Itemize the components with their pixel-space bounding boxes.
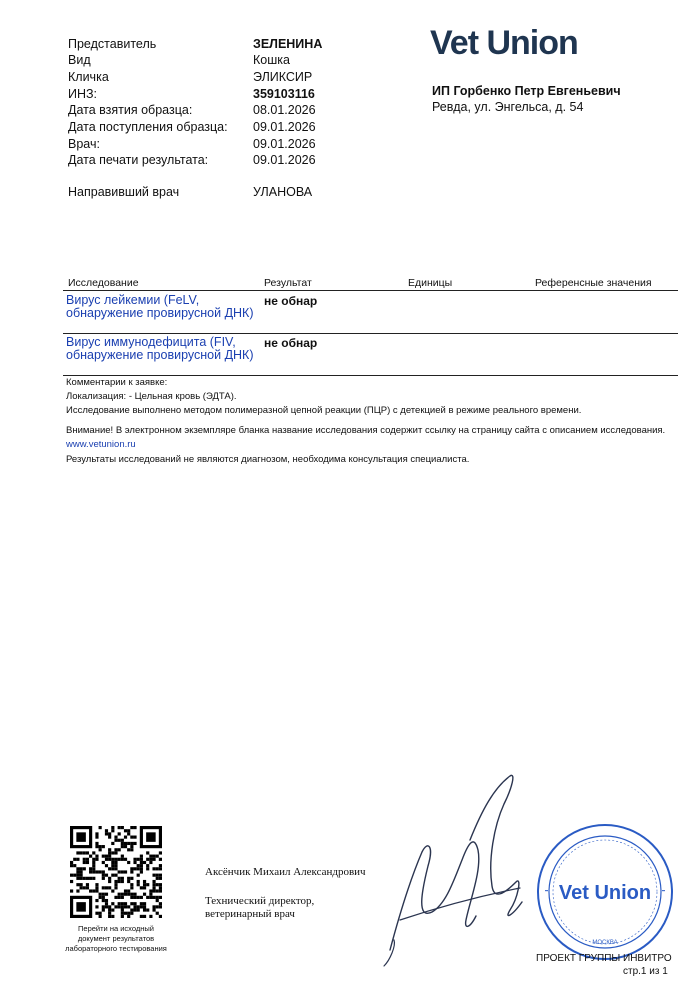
info-label: ИНЗ: bbox=[68, 87, 98, 101]
header-result: Результат bbox=[264, 277, 312, 289]
info-value: Кошка bbox=[253, 53, 290, 67]
info-value: ЗЕЛЕНИНА bbox=[253, 37, 323, 51]
attention-note: Внимание! В электронном экземпляре бланка название исследования содержит ссылку на страницу сайта с описанием исследования. bbox=[66, 425, 666, 436]
project-label: ПРОЕКТ ГРУППЫ ИНВИТРО bbox=[536, 953, 672, 964]
info-label: Дата взятия образца: bbox=[68, 103, 193, 117]
method-note: Исследование выполнено методом полимеразной цепной реакции (ПЦР) с детекцией в режиме реального времени. bbox=[66, 405, 582, 416]
stamp-city-text: МОСКВА bbox=[592, 940, 618, 946]
localization-note: Локализация: - Цельная кровь (ЭДТА). bbox=[66, 391, 237, 402]
table-divider bbox=[63, 333, 678, 334]
table-divider bbox=[63, 290, 678, 291]
info-label: Представитель bbox=[68, 37, 157, 51]
signature-icon bbox=[370, 770, 550, 970]
info-label: Врач: bbox=[68, 137, 100, 151]
info-label: Кличка bbox=[68, 70, 109, 84]
info-label: Вид bbox=[68, 53, 91, 67]
referring-doctor-value: УЛАНОВА bbox=[253, 185, 313, 199]
info-label: Дата поступления образца: bbox=[68, 120, 228, 134]
info-value: 08.01.2026 bbox=[253, 103, 316, 117]
page-number: стр.1 из 1 bbox=[623, 966, 668, 977]
result-felv: не обнар bbox=[264, 294, 318, 308]
info-label: Дата печати результата: bbox=[68, 153, 209, 167]
signer-name: Аксёнчик Михаил Александрович bbox=[205, 866, 366, 878]
header-units: Единицы bbox=[408, 277, 453, 289]
test-link-fiv[interactable]: Вирус иммунодефицита (FIV, обнаружение провирусной ДНК) bbox=[66, 335, 254, 362]
result-fiv: не обнар bbox=[264, 336, 318, 350]
header-test: Исследование bbox=[68, 277, 139, 289]
test-link-felv[interactable]: Вирус лейкемии (FeLV, обнаружение провирусной ДНК) bbox=[66, 293, 254, 320]
referring-doctor-label: Направивший врач bbox=[68, 185, 180, 199]
info-value: 359103116 bbox=[253, 87, 315, 101]
clinic-name: ИП Горбенко Петр Евгеньевич bbox=[432, 84, 621, 98]
info-value: 09.01.2026 bbox=[253, 153, 316, 167]
stamp-logo-text: Vet Union bbox=[558, 882, 652, 904]
disclaimer-note: Результаты исследований не являются диагнозом, необходима консультация специалиста. bbox=[66, 454, 470, 465]
table-divider bbox=[63, 375, 678, 376]
signer-title-line-2: ветеринарный врач bbox=[205, 908, 295, 920]
comments-label: Комментарии к заявке: bbox=[66, 377, 168, 388]
qr-code-icon[interactable] bbox=[70, 826, 162, 918]
header-reference: Референсные значения bbox=[535, 277, 652, 289]
stamp-icon bbox=[535, 822, 675, 962]
website-link[interactable]: www.vetunion.ru bbox=[66, 439, 136, 450]
info-value: ЭЛИКСИР bbox=[253, 70, 313, 84]
vet-union-logo: Vet Union bbox=[430, 24, 578, 62]
info-value: 09.01.2026 bbox=[253, 120, 316, 134]
signer-title bbox=[205, 895, 314, 921]
info-value: 09.01.2026 bbox=[253, 137, 316, 151]
qr-caption: Перейти на исходный документ результатов лабораторного тестирования bbox=[65, 924, 167, 953]
signer-title-line-1: Технический директор, bbox=[205, 895, 315, 907]
clinic-address: Ревда, ул. Энгельса, д. 54 bbox=[432, 100, 584, 114]
